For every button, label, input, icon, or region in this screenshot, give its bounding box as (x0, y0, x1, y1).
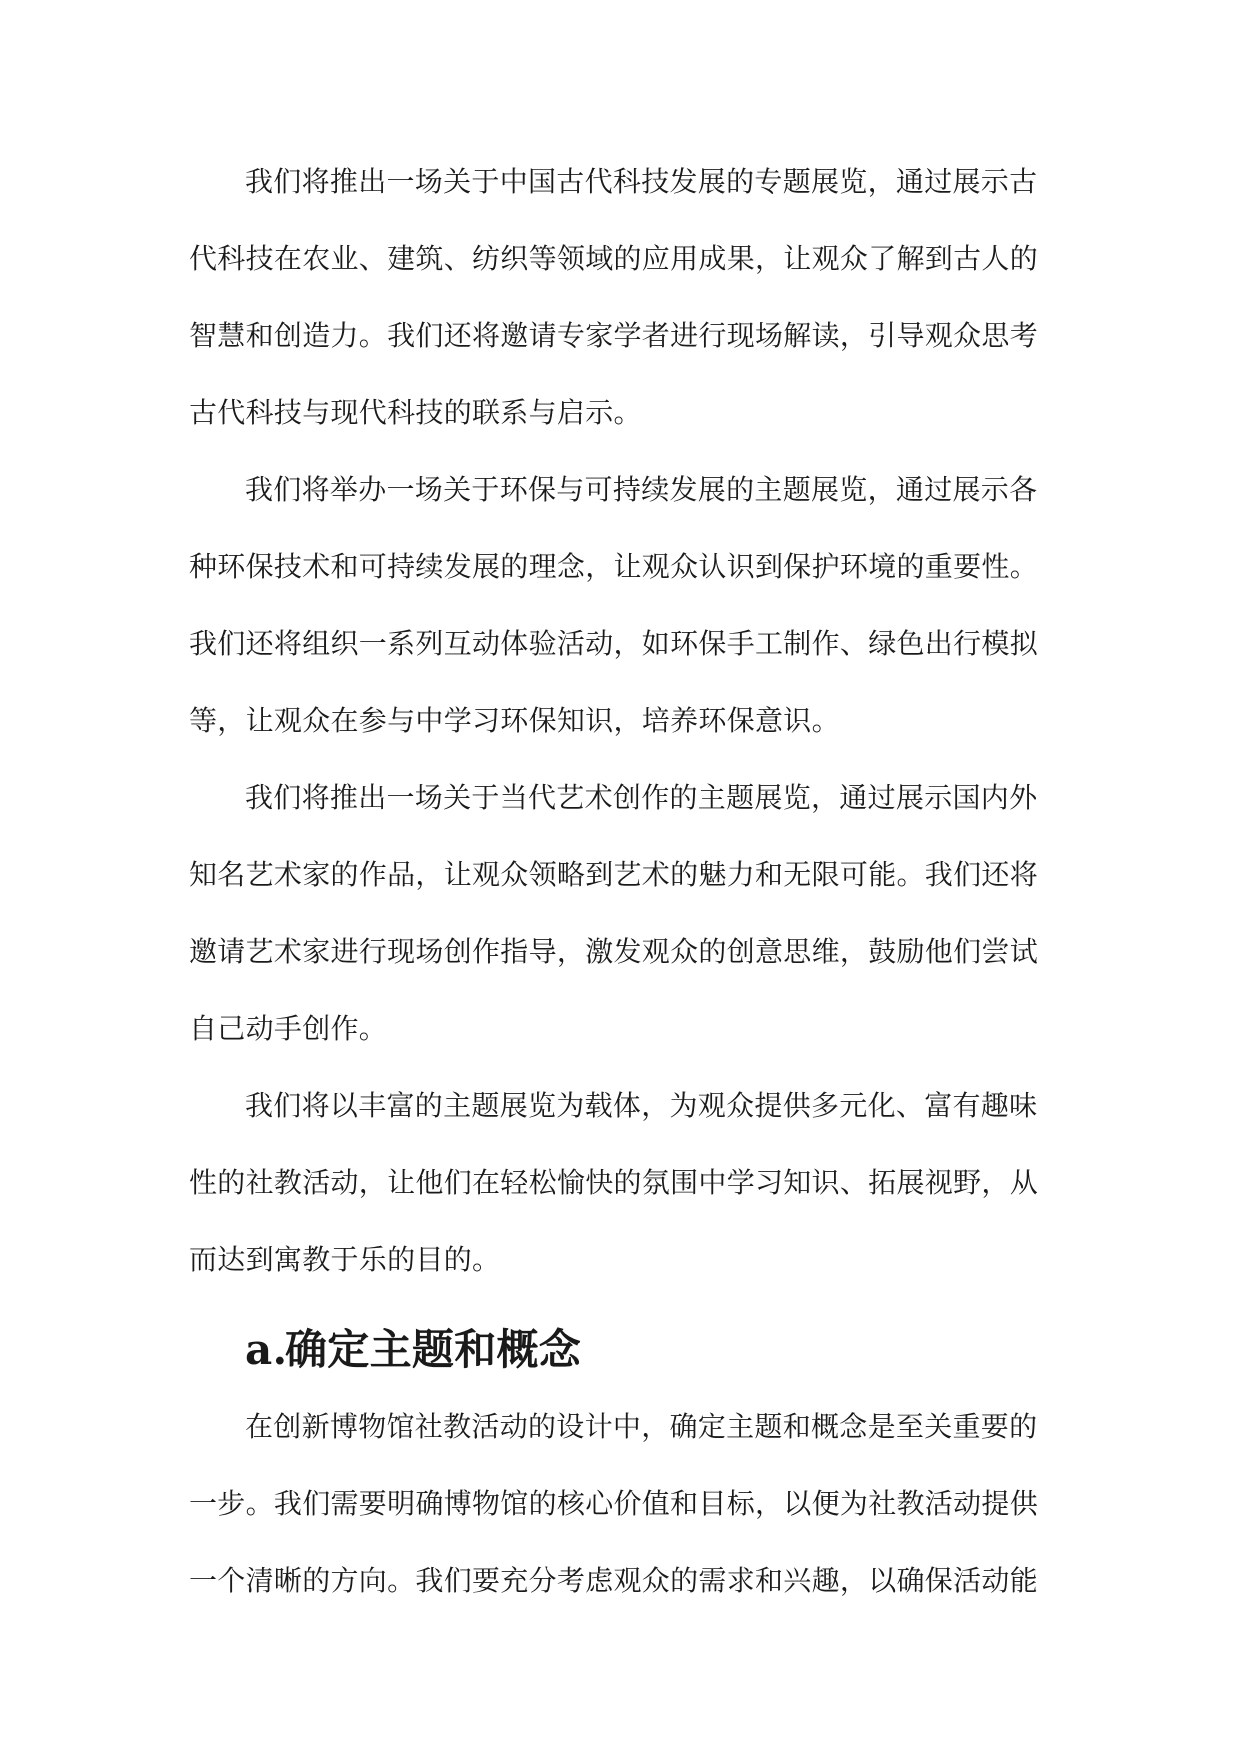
text-line: 性的社教活动，让他们在轻松愉快的氛围中学习知识、拓展视野，从 (189, 1166, 1039, 1199)
paragraph-environmental-protection (189, 451, 1059, 759)
text-line: 代科技在农业、建筑、纺织等领域的应用成果，让观众了解到古人的 (189, 242, 1039, 275)
text-line: 我们将以丰富的主题展览为载体，为观众提供多元化、富有趣味 (245, 1089, 1038, 1122)
paragraph-summary (189, 1067, 1059, 1298)
text-line: 在创新博物馆社教活动的设计中，确定主题和概念是至关重要的 (245, 1410, 1038, 1443)
document-body (189, 143, 1059, 1619)
text-line: 一个清晰的方向。我们要充分考虑观众的需求和兴趣，以确保活动能 (189, 1564, 1039, 1597)
section-marker: a. (245, 1325, 288, 1374)
text-line: 智慧和创造力。我们还将邀请专家学者进行现场解读，引导观众思考 (189, 319, 1039, 352)
text-line: 知名艺术家的作品，让观众领略到艺术的魅力和无限可能。我们还将 (189, 858, 1039, 891)
text-line: 我们还将组织一系列互动体验活动，如环保手工制作、绿色出行模拟 (189, 627, 1039, 660)
text-line: 古代科技与现代科技的联系与启示。 (189, 396, 642, 429)
paragraph-contemporary-art (189, 759, 1059, 1067)
section-title: 确定主题和概念 (285, 1325, 582, 1374)
paragraph-theme-concept (189, 1388, 1059, 1619)
text-line: 而达到寓教于乐的目的。 (189, 1243, 501, 1276)
text-line: 自己动手创作。 (189, 1012, 388, 1045)
text-line: 种环保技术和可持续发展的理念，让观众认识到保护环境的重要性。 (189, 550, 1039, 583)
section-heading (189, 1298, 1059, 1388)
text-line: 我们将举办一场关于环保与可持续发展的主题展览，通过展示各 (245, 473, 1038, 506)
text-line: 我们将推出一场关于中国古代科技发展的专题展览，通过展示古 (245, 165, 1038, 198)
paragraph-ancient-technology (189, 143, 1059, 451)
text-line: 等，让观众在参与中学习环保知识，培养环保意识。 (189, 704, 840, 737)
text-line: 邀请艺术家进行现场创作指导，激发观众的创意思维，鼓励他们尝试 (189, 935, 1039, 968)
text-line: 一步。我们需要明确博物馆的核心价值和目标，以便为社教活动提供 (189, 1487, 1039, 1520)
text-line: 我们将推出一场关于当代艺术创作的主题展览，通过展示国内外 (245, 781, 1038, 814)
